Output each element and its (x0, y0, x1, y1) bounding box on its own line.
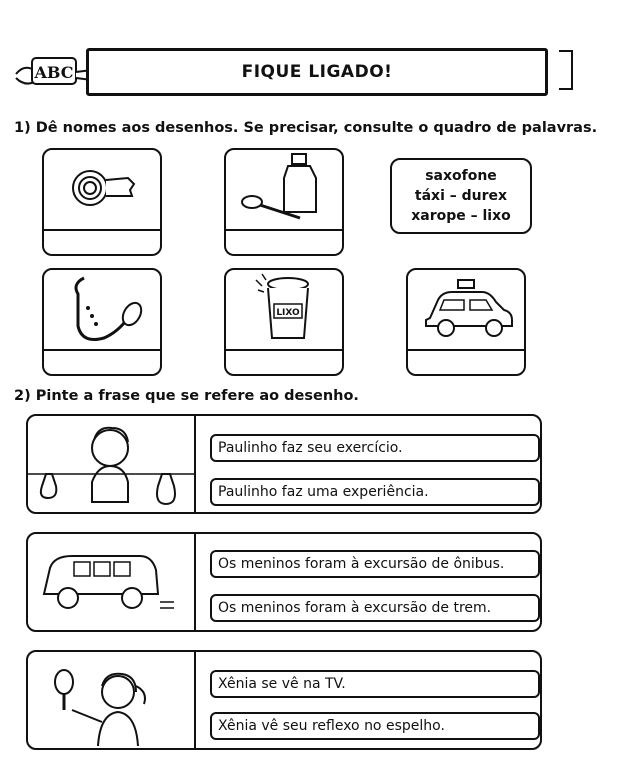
answer-line[interactable] (226, 229, 342, 231)
picture-box-saxophone (42, 268, 162, 376)
word-bank-line: táxi – durex (414, 188, 508, 204)
taxi-icon (408, 270, 524, 349)
sentence-option[interactable]: Os meninos foram à excursão de trem. (210, 594, 540, 622)
saxophone-icon (44, 270, 160, 349)
banner-bracket (559, 50, 573, 90)
abc-logo-icon (14, 44, 94, 94)
word-bank-line: xarope – lixo (411, 208, 511, 224)
sentence-option[interactable]: Xênia vê seu reflexo no espelho. (210, 712, 540, 740)
row-divider (194, 416, 196, 512)
picture-box-syrup (224, 148, 344, 256)
answer-line[interactable] (226, 349, 342, 351)
answer-line[interactable] (44, 229, 160, 231)
answer-line[interactable] (44, 349, 160, 351)
svg-text:LIXO: LIXO (276, 308, 300, 318)
answer-line[interactable] (408, 349, 524, 351)
title-banner (86, 48, 548, 96)
sentence-option[interactable]: Paulinho faz seu exercício. (210, 434, 540, 462)
word-bank-line: saxofone (425, 168, 497, 184)
sentence-option[interactable]: Paulinho faz uma experiência. (210, 478, 540, 506)
girl-mirror-icon (28, 652, 194, 748)
svg-text:ABC: ABC (34, 63, 74, 82)
row-divider (194, 534, 196, 630)
page-title: FIQUE LIGADO! (241, 62, 393, 82)
picture-box-tape (42, 148, 162, 256)
exercise-2-item-2 (26, 532, 542, 632)
word-bank (390, 158, 532, 234)
syrup-bottle-spoon-icon (226, 150, 342, 229)
exercise-2-instruction: 2) Pinte a frase que se refere ao desenho. (14, 388, 359, 404)
bus-icon (28, 534, 194, 630)
trash-can-icon (226, 270, 342, 349)
exercise-2-item-1 (26, 414, 542, 514)
boy-experiment-icon (28, 416, 194, 512)
tape-roll-icon (44, 150, 160, 229)
picture-box-trash (224, 268, 344, 376)
row-divider (194, 652, 196, 748)
sentence-option[interactable]: Os meninos foram à excursão de ônibus. (210, 550, 540, 578)
exercise-2-item-3 (26, 650, 542, 750)
exercise-1-instruction: 1) Dê nomes aos desenhos. Se precisar, consulte o quadro de palavras. (14, 120, 598, 136)
sentence-option[interactable]: Xênia se vê na TV. (210, 670, 540, 698)
picture-box-taxi (406, 268, 526, 376)
